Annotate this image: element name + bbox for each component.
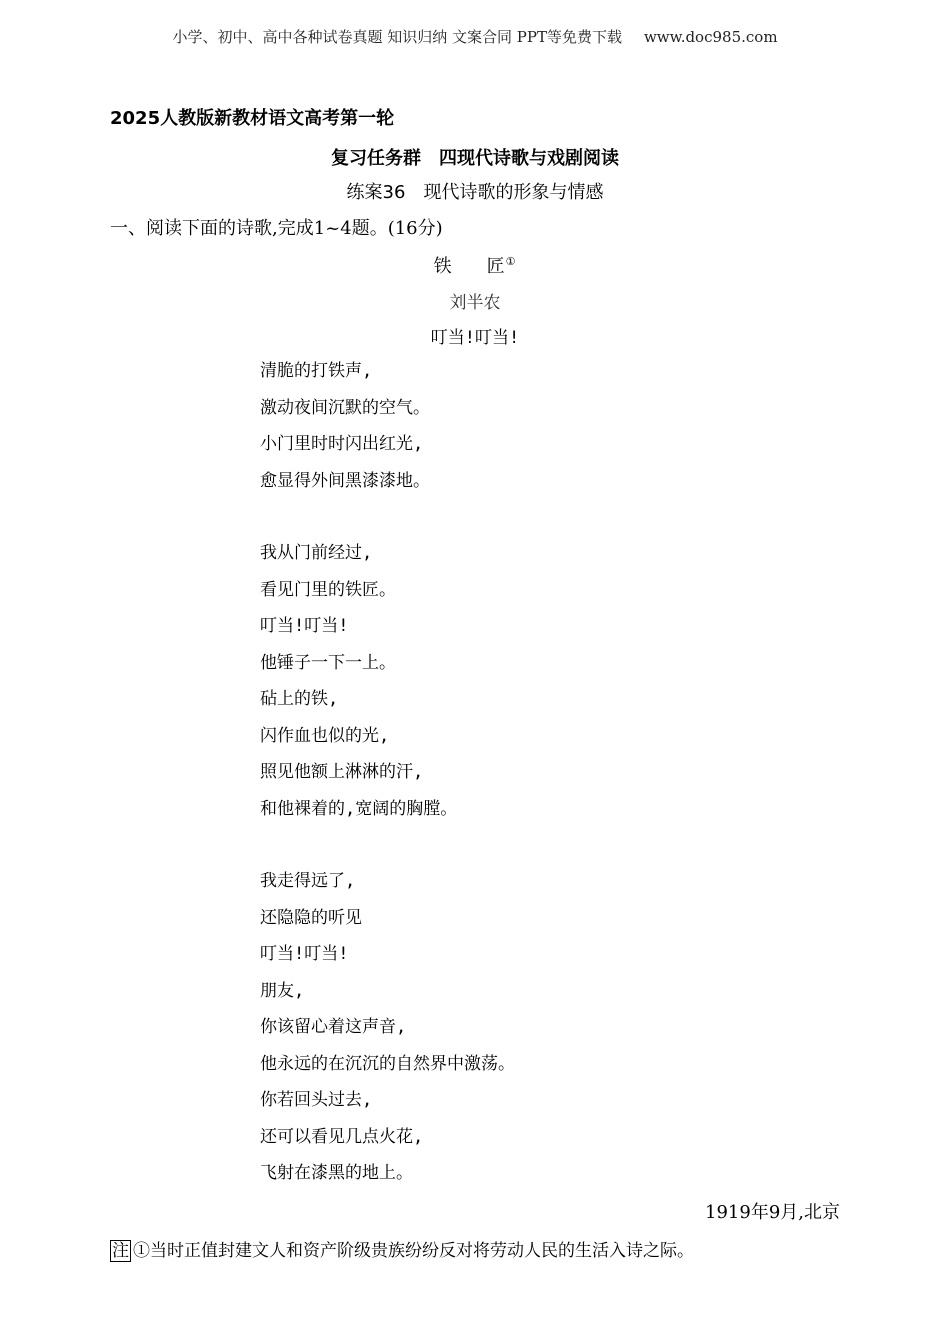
footnote-mark: 注 [112,1241,129,1261]
poem-line: 砧上的铁, [260,689,339,709]
poem-line: 你该留心着这声音, [260,1017,407,1037]
header-banner-text: 小学、初中、高中各种试卷真题 知识归纳 文案合同 PPT等免费下载 [172,28,622,46]
document-title: 2025人教版新教材语文高考第一轮 [110,108,395,129]
poem-line: 朋友, [260,980,305,1001]
poem-line: 他永远的在沉沉的自然界中激荡。 [260,1053,515,1074]
poem-line: 闪作血也似的光, [260,725,390,746]
poem-line: 愈显得外间黑漆漆地。 [260,470,430,491]
poem-opening-line: 叮当!叮当! [430,328,520,348]
poem-stanza-2 [260,540,457,832]
poem-line: 我走得远了, [260,871,356,891]
poem-line: 叮当!叮当! [260,944,349,964]
poem-dateline: 1919年9月,北京 [705,1202,840,1223]
poem-title-char-1: 铁 [433,256,453,277]
poem-line: 小门里时时闪出红光, [260,434,424,454]
section-title: 复习任务群 四现代诗歌与戏剧阅读 [331,148,619,169]
header-site-link[interactable]: www.doc985.com [643,28,778,46]
poem-stanza-1 [260,358,430,504]
poem-line: 还隐隐的听见 [260,907,362,928]
poem-line: 照见他额上淋淋的汗, [260,762,424,782]
poem-line: 你若回头过去, [260,1090,373,1110]
poem-line: 清脆的打铁声, [260,361,373,381]
poem-line: 他锤子一下一上。 [260,652,396,673]
poem-stanza-3 [260,868,515,1197]
footnote [110,1236,694,1262]
poem-title-footnote-marker: ① [505,255,517,268]
poem-line: 还可以看见几点火花, [260,1126,424,1147]
page-header [0,26,950,47]
question-instruction: 一、阅读下面的诗歌,完成1~4题。(16分) [110,218,443,239]
poem-line: 看见门里的铁匠。 [260,579,396,600]
exercise-title: 练案36 现代诗歌的形象与情感 [346,182,604,203]
poem-line: 和他裸着的,宽阔的胸膛。 [260,798,458,819]
poem-line: 激动夜间沉默的空气。 [260,397,430,418]
poem-title [0,252,950,278]
poem-author: 刘半农 [449,293,501,313]
poem-line: 我从门前经过, [260,543,373,563]
poem-line: 叮当!叮当! [260,616,349,636]
poem-line: 飞射在漆黑的地上。 [260,1163,413,1183]
footnote-text: ①当时正值封建文人和资产阶级贵族纷纷反对将劳动人民的生活入诗之际。 [133,1241,694,1261]
poem-title-char-2: 匠 [486,256,506,277]
